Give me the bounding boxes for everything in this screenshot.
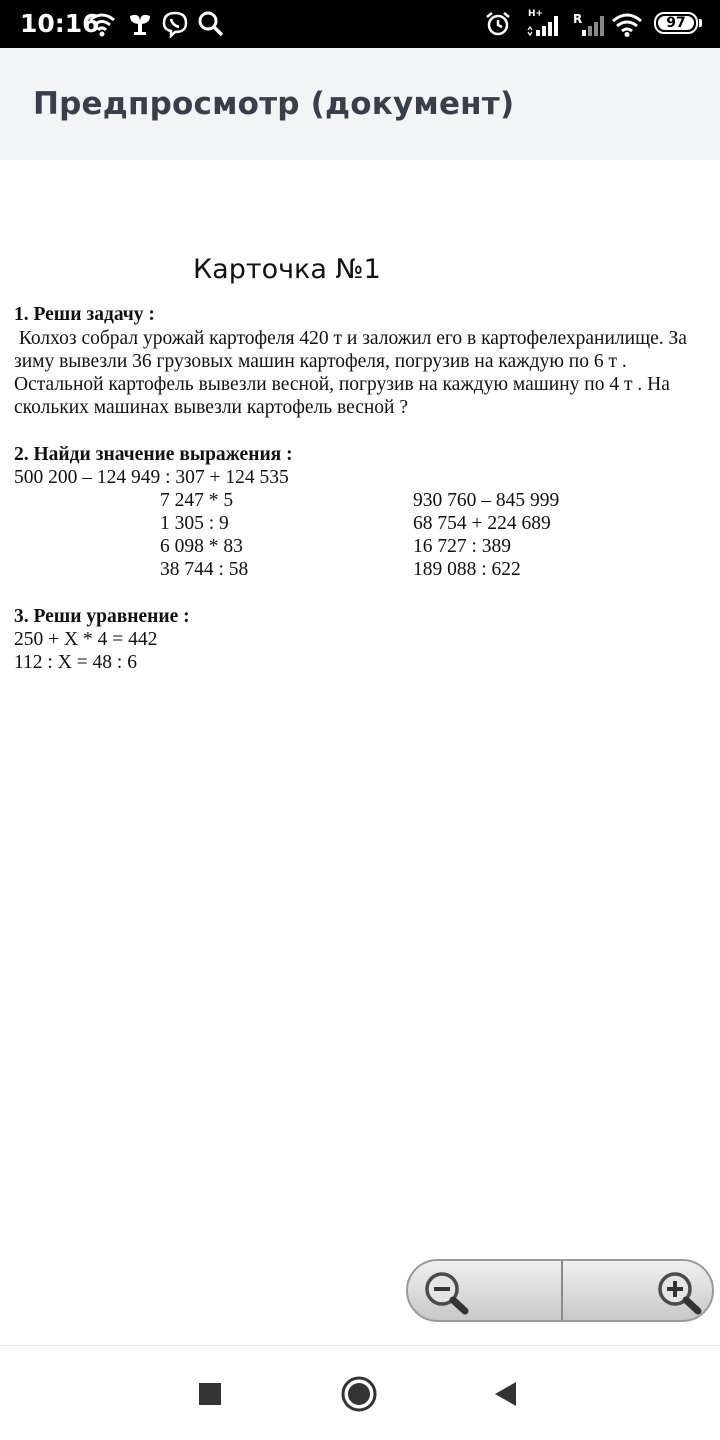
roaming-label: R xyxy=(573,12,583,26)
wifi-icon xyxy=(611,10,643,38)
task2-expression: 38 744 : 58 xyxy=(160,559,249,580)
task2-expression: 68 754 + 224 689 xyxy=(413,513,551,534)
status-bar xyxy=(0,0,720,48)
task2-heading: 2. Найди значение выражения : xyxy=(14,444,293,465)
task1-heading: 1. Реши задачу : xyxy=(14,304,155,325)
search-icon xyxy=(197,10,225,38)
task2-expression: 189 088 : 622 xyxy=(413,559,521,580)
task1-line: Остальной картофель вывезли весной, погрузив на каждую машину по 4 т . На xyxy=(14,374,670,395)
task2-expression: 7 247 * 5 xyxy=(160,490,234,511)
task2-expression: 1 305 : 9 xyxy=(160,513,229,534)
viber-icon xyxy=(161,10,189,38)
task3-heading: 3. Реши уравнение : xyxy=(14,606,190,627)
task2-expression: 16 727 : 389 xyxy=(413,536,512,557)
app-icon xyxy=(126,10,154,38)
task1-line: зиму вывезли 36 грузовых машин картофеля, погрузив на каждую по 6 т . xyxy=(14,351,627,372)
alarm-icon xyxy=(484,10,512,38)
wifi-icon xyxy=(88,10,116,38)
recents-square-icon[interactable] xyxy=(190,1374,230,1414)
task2-expression: 6 098 * 83 xyxy=(160,536,243,557)
signal-icon xyxy=(572,10,604,38)
task2-expression: 930 760 – 845 999 xyxy=(413,490,560,511)
battery-tip xyxy=(699,19,702,27)
app-bar xyxy=(0,48,720,160)
zoom-in-button[interactable] xyxy=(563,1261,713,1320)
home-circle-icon[interactable] xyxy=(339,1374,379,1414)
zoom-out-icon xyxy=(422,1269,470,1315)
back-triangle-icon[interactable] xyxy=(486,1374,526,1414)
signal-icon xyxy=(526,10,564,38)
navigation-bar xyxy=(0,1345,720,1440)
zoom-out-button[interactable] xyxy=(408,1261,558,1320)
zoom-control xyxy=(406,1259,714,1322)
network-type-label: H+ xyxy=(528,9,544,19)
status-time: 10:16 xyxy=(20,9,100,38)
task3-equation: 112 : Х = 48 : 6 xyxy=(14,652,137,673)
battery-icon xyxy=(654,12,698,34)
document-preview[interactable] xyxy=(0,160,720,1345)
battery-level: 97 xyxy=(658,16,694,30)
document-title: Карточка №1 xyxy=(193,254,381,285)
task2-expression: 500 200 – 124 949 : 307 + 124 535 xyxy=(14,467,289,488)
task3-equation: 250 + Х * 4 = 442 xyxy=(14,629,158,650)
zoom-in-icon xyxy=(655,1269,703,1315)
task1-line: Колхоз собрал урожай картофеля 420 т и заложил его в картофелехранилище. За xyxy=(14,328,687,349)
page-title: Предпросмотр (документ) xyxy=(33,86,515,122)
task1-line: скольких машинах вывезли картофель весной ? xyxy=(14,397,409,418)
